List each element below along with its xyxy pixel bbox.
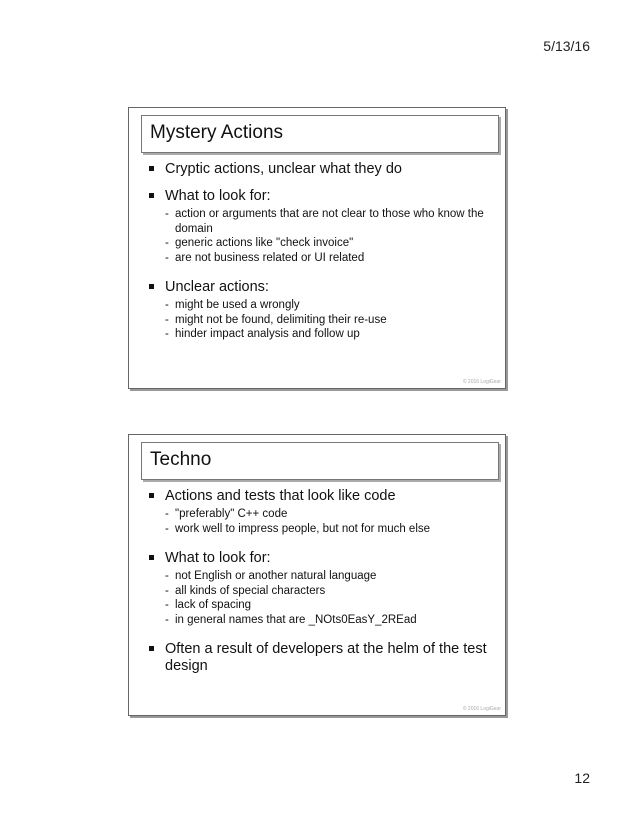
dash-marker: -	[165, 237, 169, 249]
bullet-group	[143, 488, 499, 536]
sub-item-text: "preferably" C++ code	[175, 508, 288, 520]
sub-item-text: might be used a wrongly	[175, 299, 300, 311]
dash-marker: -	[165, 251, 169, 264]
slide-mystery-actions	[128, 107, 506, 389]
dash-marker: -	[165, 599, 169, 611]
bullet-text: Often a result of developers at the helm of the test design	[165, 641, 487, 674]
sub-item-text: hinder impact analysis and follow up	[175, 328, 360, 340]
sub-item-text: work well to impress people, but not for much else	[175, 522, 431, 535]
bullet-item	[143, 188, 499, 205]
dash-marker: -	[165, 613, 169, 626]
slide-body	[143, 161, 499, 356]
dash-marker: -	[165, 313, 169, 326]
copyright-mark: © 2016 LogiGear	[462, 379, 501, 385]
sub-item-text: all kinds of special characters	[175, 584, 326, 597]
dash-marker: -	[165, 299, 169, 311]
bullet-item	[143, 161, 499, 178]
sub-list	[143, 207, 499, 265]
sub-item-text: lack of spacing	[175, 599, 252, 611]
sub-item	[143, 251, 499, 266]
slide-title: Mystery Actions	[150, 122, 284, 143]
square-bullet-icon	[149, 646, 154, 651]
dash-marker: -	[165, 570, 169, 582]
sub-item-text: might not be found, delimiting their re-use	[175, 313, 387, 326]
page-number: 12	[574, 770, 590, 786]
dash-marker: -	[165, 328, 169, 340]
square-bullet-icon	[149, 193, 154, 198]
sub-list	[143, 569, 499, 627]
bullet-text: Actions and tests that look like code	[165, 488, 396, 504]
sub-item	[143, 613, 499, 628]
bullet-text: What to look for:	[165, 188, 271, 204]
square-bullet-icon	[149, 555, 154, 560]
slide-title-box	[141, 442, 499, 480]
bullet-item	[143, 550, 499, 567]
sub-item	[143, 313, 499, 328]
sub-item	[143, 598, 499, 613]
sub-item	[143, 507, 499, 522]
square-bullet-icon	[149, 284, 154, 289]
sub-item-text: action or arguments that are not clear to those who know the domain	[175, 208, 484, 235]
dash-marker: -	[165, 208, 169, 220]
sub-item-text: not English or another natural language	[175, 570, 377, 582]
copyright-mark: © 2016 LogiGear	[462, 706, 501, 712]
bullet-group	[143, 188, 499, 265]
bullet-text: Unclear actions:	[165, 279, 269, 295]
bullet-group	[143, 641, 499, 675]
slide-title: Techno	[150, 449, 212, 470]
sub-item	[143, 298, 499, 313]
dash-marker: -	[165, 508, 169, 520]
sub-list	[143, 298, 499, 342]
bullet-text: Cryptic actions, unclear what they do	[165, 161, 402, 177]
square-bullet-icon	[149, 493, 154, 498]
dash-marker: -	[165, 522, 169, 535]
sub-list	[143, 507, 499, 536]
sub-item	[143, 584, 499, 599]
sub-item-text: in general names that are _NOts0EasY_2REad	[175, 613, 417, 626]
slide-title-box	[141, 115, 499, 153]
sub-item-text: are not business related or UI related	[175, 251, 365, 264]
slide-techno	[128, 434, 506, 716]
sub-item	[143, 569, 499, 584]
bullet-text: What to look for:	[165, 550, 271, 566]
bullet-item	[143, 641, 499, 675]
page-date: 5/13/16	[543, 38, 590, 54]
square-bullet-icon	[149, 166, 154, 171]
sub-item-text: generic actions like "check invoice"	[175, 237, 354, 249]
bullet-group	[143, 550, 499, 627]
sub-item	[143, 236, 499, 251]
sub-item	[143, 207, 499, 236]
bullet-group	[143, 279, 499, 342]
sub-item	[143, 327, 499, 342]
bullet-group	[143, 161, 499, 178]
dash-marker: -	[165, 584, 169, 597]
bullet-item	[143, 488, 499, 505]
bullet-item	[143, 279, 499, 296]
sub-item	[143, 522, 499, 537]
slide-body	[143, 488, 499, 689]
